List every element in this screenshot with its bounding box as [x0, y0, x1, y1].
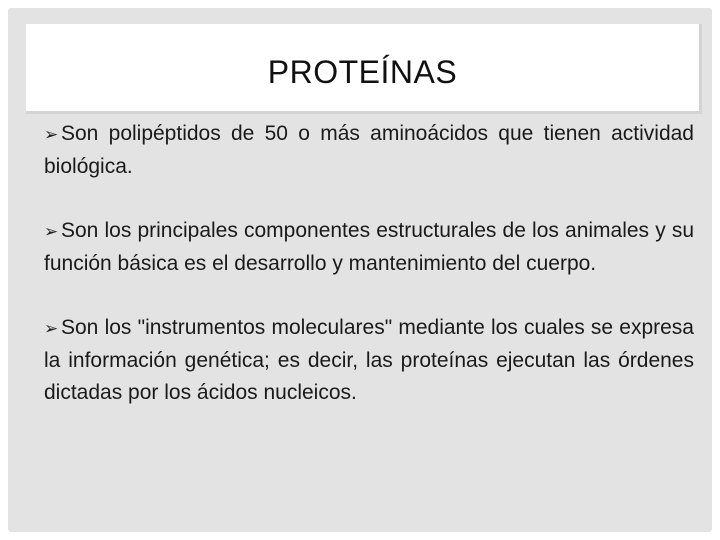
bullet-item [44, 118, 694, 183]
arrowhead-bullet-icon: ➢ [44, 125, 59, 144]
bullet-text: Son polipéptidos de 50 o más aminoácidos que tienen actividad biológica. [44, 122, 694, 178]
slide [8, 8, 712, 532]
bullet-text: Son los principales componentes estructurales de los animales y su función básica es el desarrollo y mantenimiento del cuerpo. [44, 219, 694, 275]
arrowhead-bullet-icon: ➢ [44, 222, 59, 241]
bullet-item [44, 215, 694, 280]
slide-title: PROTEÍNAS [267, 54, 458, 90]
bullet-list [44, 118, 694, 409]
bullet-text: Son los "instrumentos moleculares" mediante los cuales se expresa la información genética; es decir, las proteínas ejecutan las órdenes dictadas por los ácidos nucleicos. [44, 316, 694, 404]
arrowhead-bullet-icon: ➢ [44, 319, 59, 338]
bullet-item [44, 312, 694, 409]
title-box [26, 24, 702, 114]
